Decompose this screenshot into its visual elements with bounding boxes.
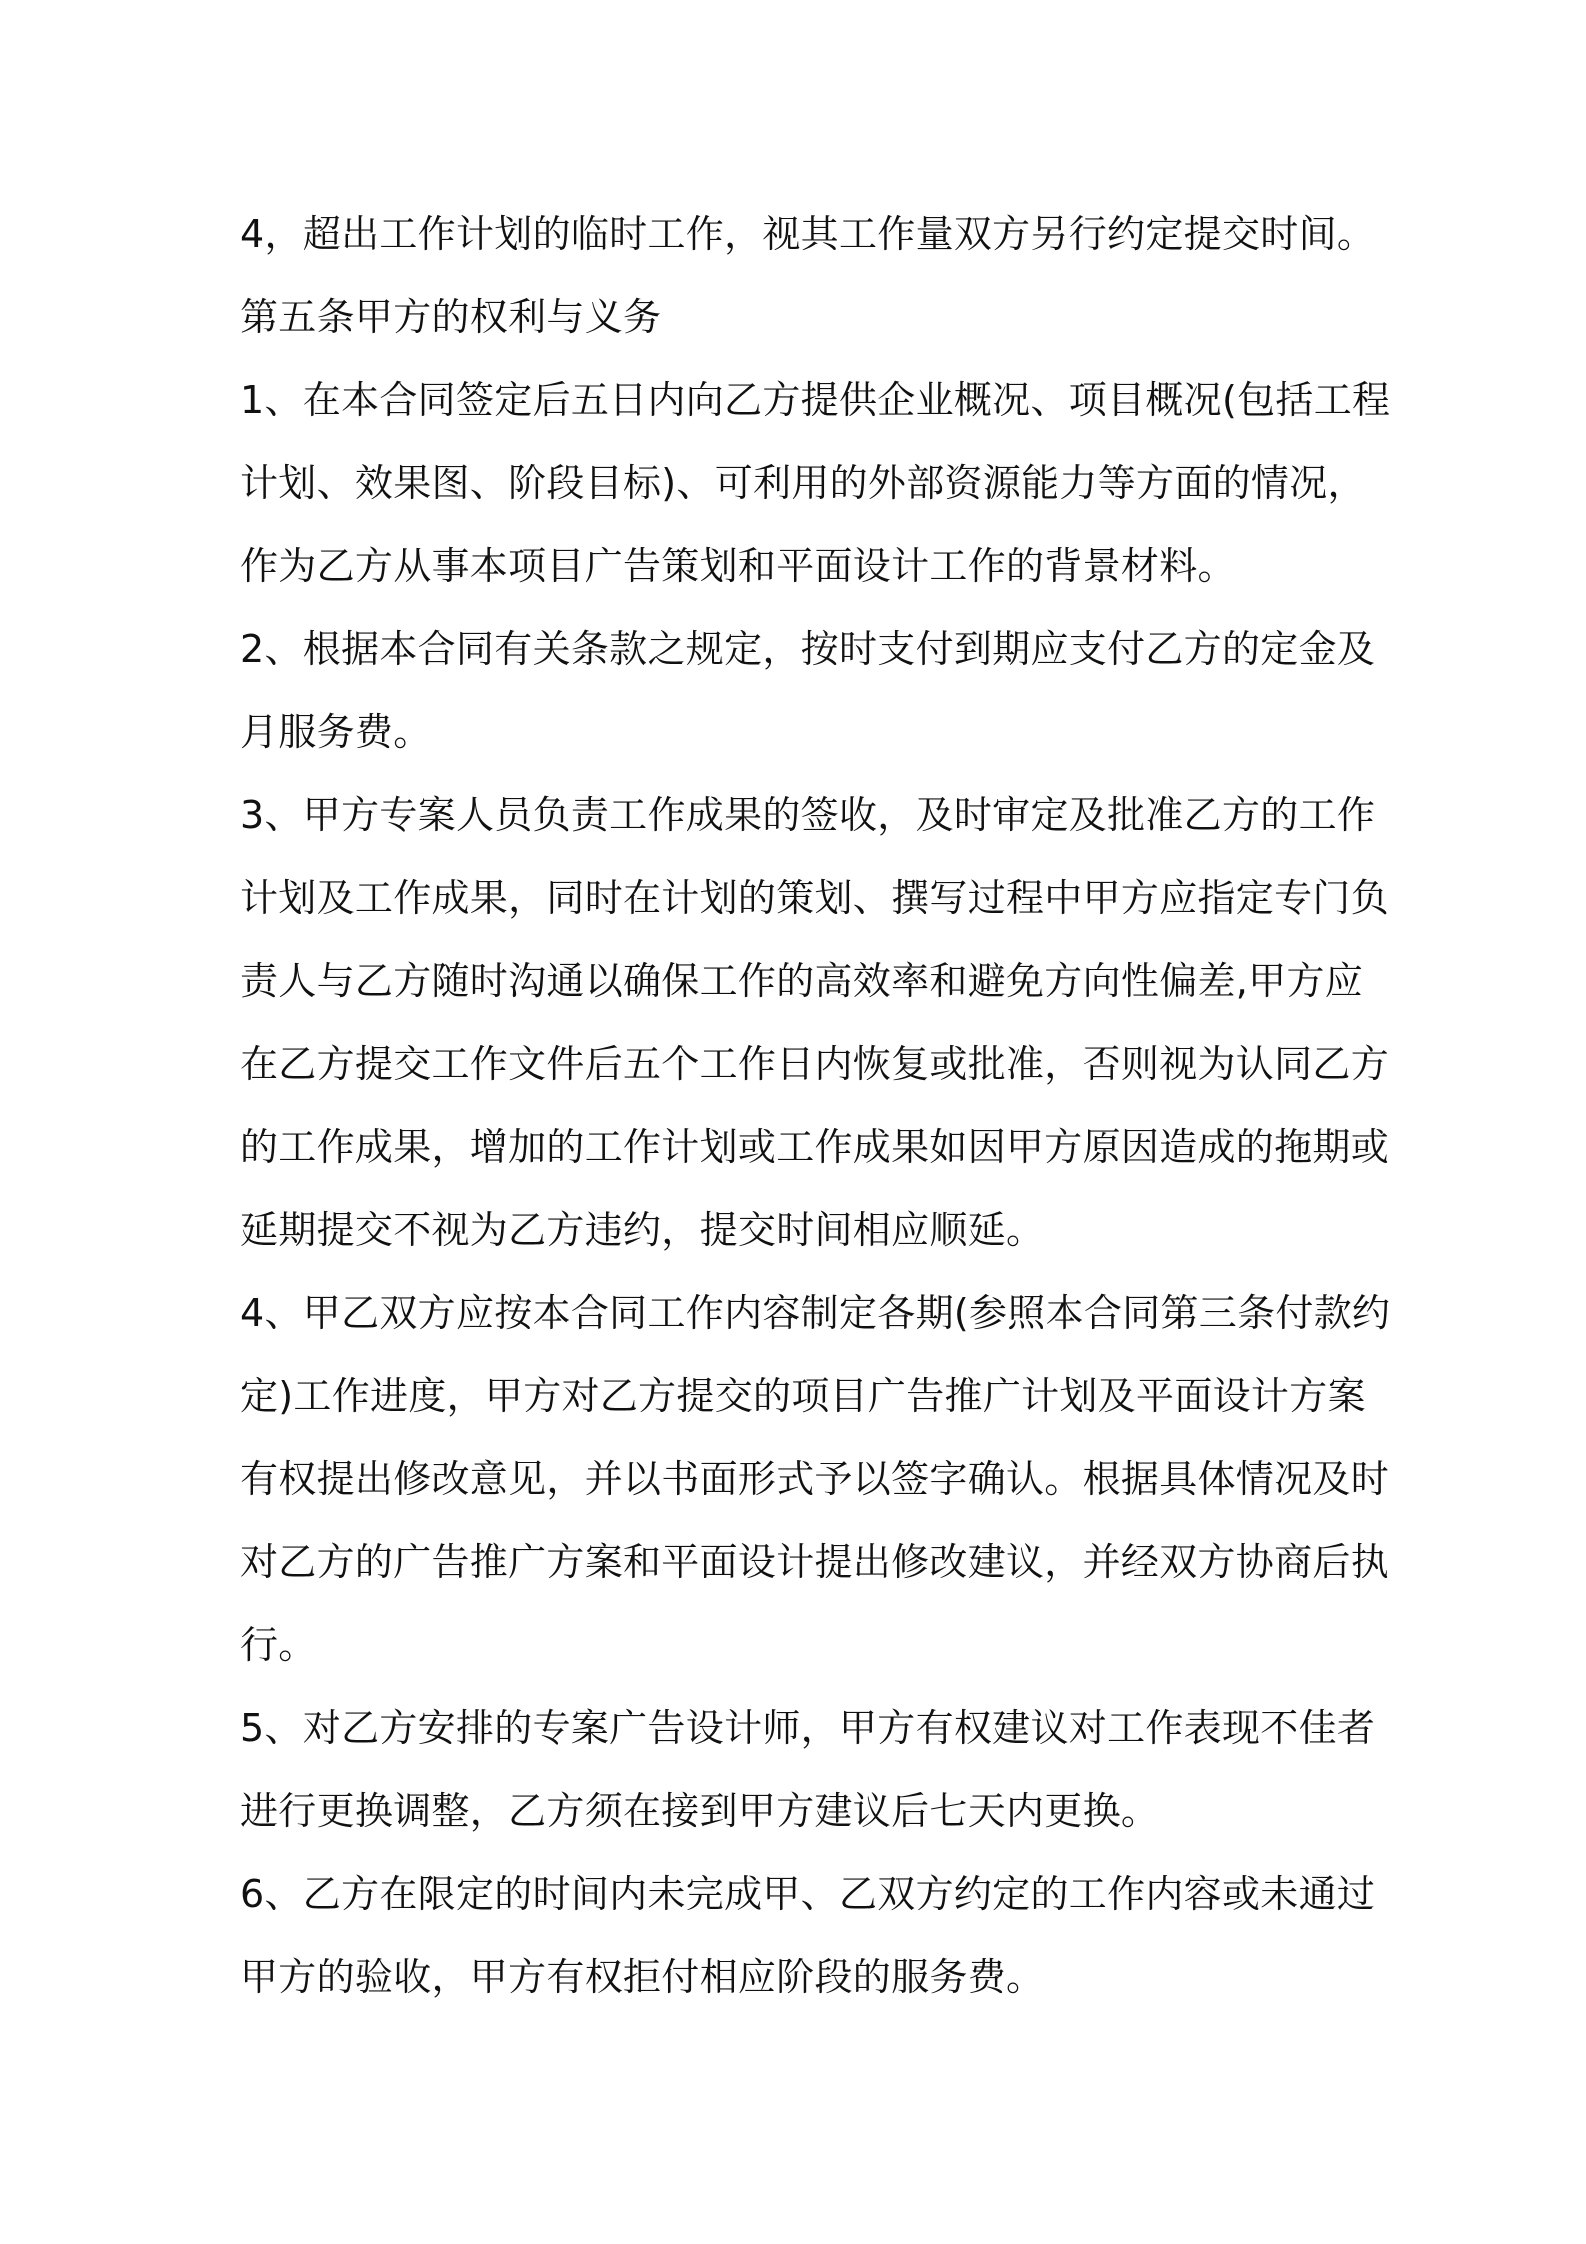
text-line: 定)工作进度，甲方对乙方提交的项目广告推广计划及平面设计方案 (240, 1374, 1366, 1418)
text-line: 计划及工作成果，同时在计划的策划、撰写过程中甲方应指定专门负 (240, 876, 1390, 920)
text-line: 在乙方提交工作文件后五个工作日内恢复或批准，否则视为认同乙方 (240, 1042, 1390, 1086)
text-line: 4，超出工作计划的临时工作，视其工作量双方另行约定提交时间。 (240, 212, 1376, 256)
text-line: 对乙方的广告推广方案和平面设计提出修改建议，并经双方协商后执 (240, 1540, 1390, 1584)
text-line: 责人与乙方随时沟通以确保工作的高效率和避免方向性偏差,甲方应 (240, 959, 1364, 1003)
text-line: 3、甲方专案人员负责工作成果的签收，及时审定及批准乙方的工作 (240, 793, 1376, 837)
text-line: 4、甲乙双方应按本合同工作内容制定各期(参照本合同第三条付款约 (240, 1291, 1391, 1335)
text-line: 的工作成果，增加的工作计划或工作成果如因甲方原因造成的拖期或 (240, 1125, 1390, 1169)
text-line: 行。 (240, 1623, 317, 1667)
text-line: 延期提交不视为乙方违约，提交时间相应顺延。 (240, 1208, 1045, 1252)
text-line: 作为乙方从事本项目广告策划和平面设计工作的背景材料。 (240, 544, 1236, 588)
section-heading: 第五条甲方的权利与义务 (240, 295, 662, 339)
text-line: 月服务费。 (240, 710, 432, 754)
text-line: 有权提出修改意见，并以书面形式予以签字确认。根据具体情况及时 (240, 1457, 1390, 1501)
text-line: 甲方的验收，甲方有权拒付相应阶段的服务费。 (240, 1955, 1045, 1999)
text-line: 1、在本合同签定后五日内向乙方提供企业概况、项目概况(包括工程 (240, 378, 1391, 422)
document-body (240, 193, 1391, 2019)
text-line: 进行更换调整，乙方须在接到甲方建议后七天内更换。 (240, 1789, 1160, 1833)
text-line: 计划、效果图、阶段目标)、可利用的外部资源能力等方面的情况， (240, 461, 1366, 505)
text-line: 2、根据本合同有关条款之规定，按时支付到期应支付乙方的定金及 (240, 627, 1376, 671)
text-line: 5、对乙方安排的专案广告设计师，甲方有权建议对工作表现不佳者 (240, 1706, 1376, 1750)
text-line: 6、乙方在限定的时间内未完成甲、乙双方约定的工作内容或未通过 (240, 1872, 1376, 1916)
